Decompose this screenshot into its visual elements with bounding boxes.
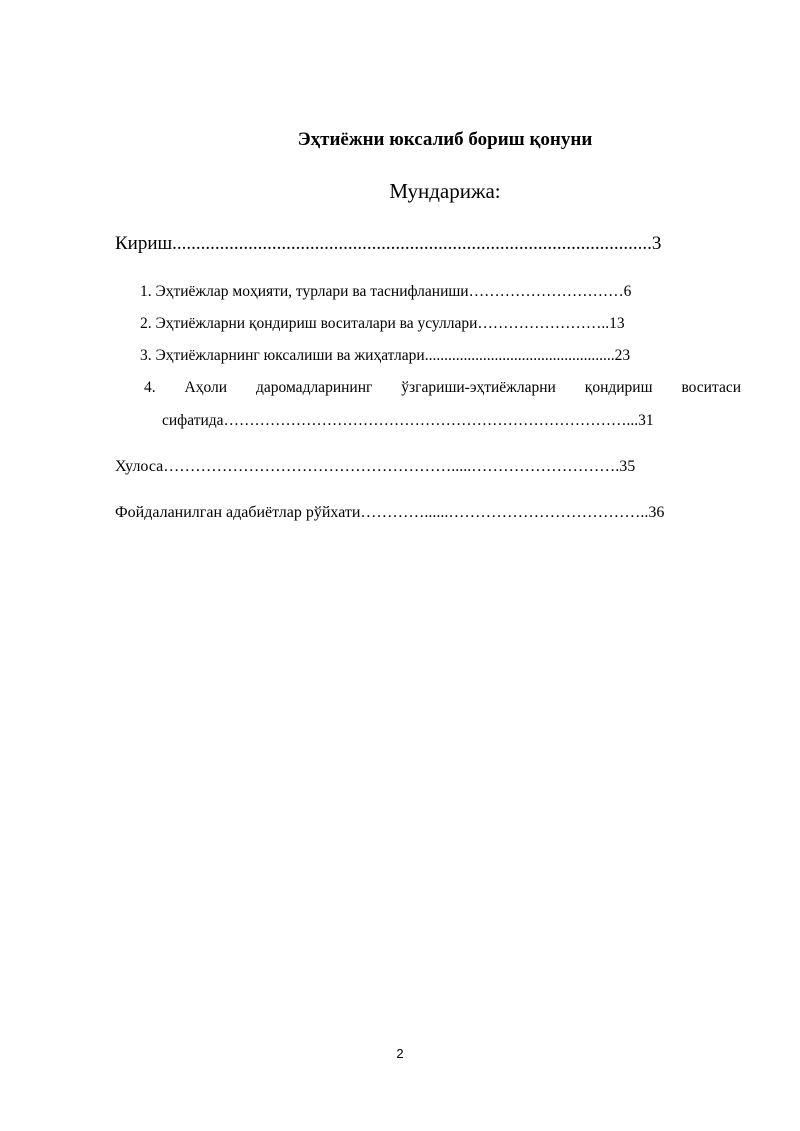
toc-heading: Мундарижа: xyxy=(389,179,501,203)
toc-entry-conclusion: Хулоса……………………………………………….....……………………….35 xyxy=(115,458,636,475)
toc-entry-2: 2. Эҳтиёжларни қондириш воситалари ва усуллари……………………..13 xyxy=(140,315,625,332)
toc-entry-4-line1: 4. Аҳоли даромадларининг ўзгариши-эҳтиёжларни қондириш воситаси xyxy=(144,379,741,396)
toc-entry-3: 3. Эҳтиёжларнинг юксалиши ва жиҳатлари.................................................23 xyxy=(140,347,631,364)
toc-entry-4-line2: сифатида……………………………………………………………………...31 xyxy=(162,412,654,429)
toc-entry-1: 1. Эҳтиёжлар моҳияти, турлари ва таснифланиши…………………………6 xyxy=(140,283,632,300)
toc-entry-intro: Кириш.....................................................................................................3 xyxy=(115,233,662,254)
toc-entry-references: Фойдаланилган адабиётлар рўйхати…………......………………………………..36 xyxy=(115,504,665,521)
page-number: 2 xyxy=(396,1046,404,1061)
document-title: Эҳтиёжни юксалиб бориш қонуни xyxy=(297,129,593,150)
